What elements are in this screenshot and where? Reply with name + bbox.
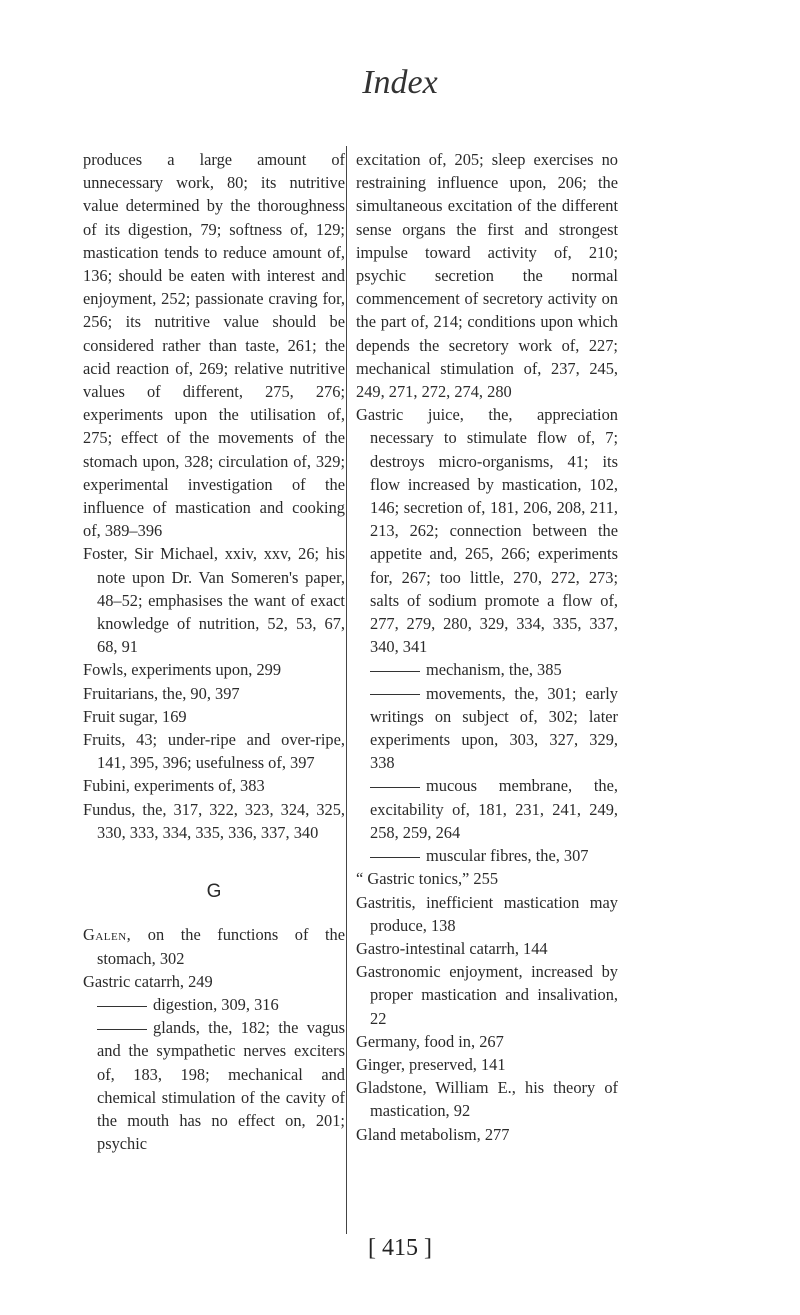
index-entry: Gland metabolism, 277 [356,1124,510,1144]
left-column [83,148,345,1155]
index-subentry [83,1016,345,1155]
index-subentry [83,993,345,1016]
index-entry: Fundus, the, 317, 322, 323, 324, 325, 330, 333, 334, 335, 336, 337, 340 [83,799,345,842]
index-subentry [356,658,618,681]
index-entry: Fruit sugar, 169 [83,706,187,726]
running-head: Index [362,64,438,101]
ditto-dash [370,787,420,788]
index-entry: Gastric juice, the, appreciation necessary to stimulate flow of, 7; destroys micro-organisms, 41; its flow increased by mastication, 102, 146; secretion of, 181, 206, 208, 211, 213, 262; connection between the appetite and, 265, 266; experiments for, 267; too little, 270, 272, 273; salts of sodium promote a flow of, 277, 279, 280, 329, 334, 335, 337, 340, 341 [356,405,618,657]
entry-heading: Galen, [83,925,132,945]
entry-text: on the functions of the stomach, 302 [97,925,345,968]
index-subentry [356,682,618,775]
subentry-text: mucous membrane, the, excitability of, 181, 231, 241, 249, 258, 259, 264 [370,776,618,842]
subentry-text: muscular fibres, the, 307 [426,846,589,866]
subentry-text: mechanism, the, 385 [426,660,562,680]
index-entry: Gastronomic enjoyment, increased by proper mastication and insalivation, 22 [356,962,618,1028]
index-entry: Germany, food in, 267 [356,1031,504,1051]
index-entry: produces a large amount of unnecessary work, 80; its nutritive value determined by the thoroughness of its digestion, 79; softness of, 129; mastication tends to reduce amount of, 136; should be eaten with interest and enjoyment, 252; passionate craving for, 256; its nutritive value should be considered rather than taste, 261; the acid reaction of, 269; relative nutritive values of different, 275, 276; experiments upon the utilisation of, 275; effect of the movements of the stomach upon, 328; circulation of, 329; experimental investigation of the influence of mastication and cooking of, 389–396 [83,150,345,541]
ditto-dash [370,857,420,858]
index-entry: Fruits, 43; under-ripe and over-ripe, 141, 395, 396; usefulness of, 397 [83,730,345,773]
index-entry: Gastro-intestinal catarrh, 144 [356,938,548,958]
index-entry: Gastritis, inefficient mastication may produce, 138 [356,892,618,935]
index-entry [83,923,345,969]
ditto-dash [97,1029,147,1030]
index-entry: Foster, Sir Michael, xxiv, xxv, 26; his note upon Dr. Van Someren's paper, 48–52; emphasises the want of exact knowledge of nutrition, 52, 53, 67, 68, 91 [83,544,345,657]
index-entry: Fruitarians, the, 90, 397 [83,683,240,703]
page-number: [ 415 ] [368,1235,432,1261]
section-letter: G [206,881,222,903]
subentry-text: movements, the, 301; early writings on subject of, 302; later experiments upon, 303, 327, 329, 338 [370,683,618,773]
index-subentry [356,844,618,867]
index-entry: Ginger, preserved, 141 [356,1054,506,1074]
right-column [356,148,618,1146]
ditto-dash [370,671,420,672]
ditto-dash [370,694,420,695]
index-entry: excitation of, 205; sleep exercises no restraining influence upon, 206; the simultaneous excitation of the different sense organs the first and strongest impulse toward activity of, 210; psychic secretion the normal commencement of secretory activity on the part of, 214; conditions upon which depends the secretory work of, 227; mechanical stimulation of, 237, 245, 249, 271, 272, 274, 280 [356,150,618,402]
index-entry: “ Gastric tonics,” 255 [356,869,499,889]
index-entry: Fowls, experiments upon, 299 [83,660,282,680]
index-entry: Gladstone, William E., his theory of mastication, 92 [356,1078,618,1121]
index-entry: Fubini, experiments of, 383 [83,776,265,796]
subentry-text: digestion, 309, 316 [153,994,279,1014]
subentry-text: glands, the, 182; the vagus and the sympathetic nerves exciters of, 183, 198; mechanical and chemical stimulation of the cavity of the mouth has no effect on, 201; psychic [97,1018,345,1154]
ditto-dash [97,1006,147,1007]
column-divider [346,146,347,1234]
index-subentry [356,774,618,844]
index-entry: Gastric catarrh, 249 [83,971,213,991]
